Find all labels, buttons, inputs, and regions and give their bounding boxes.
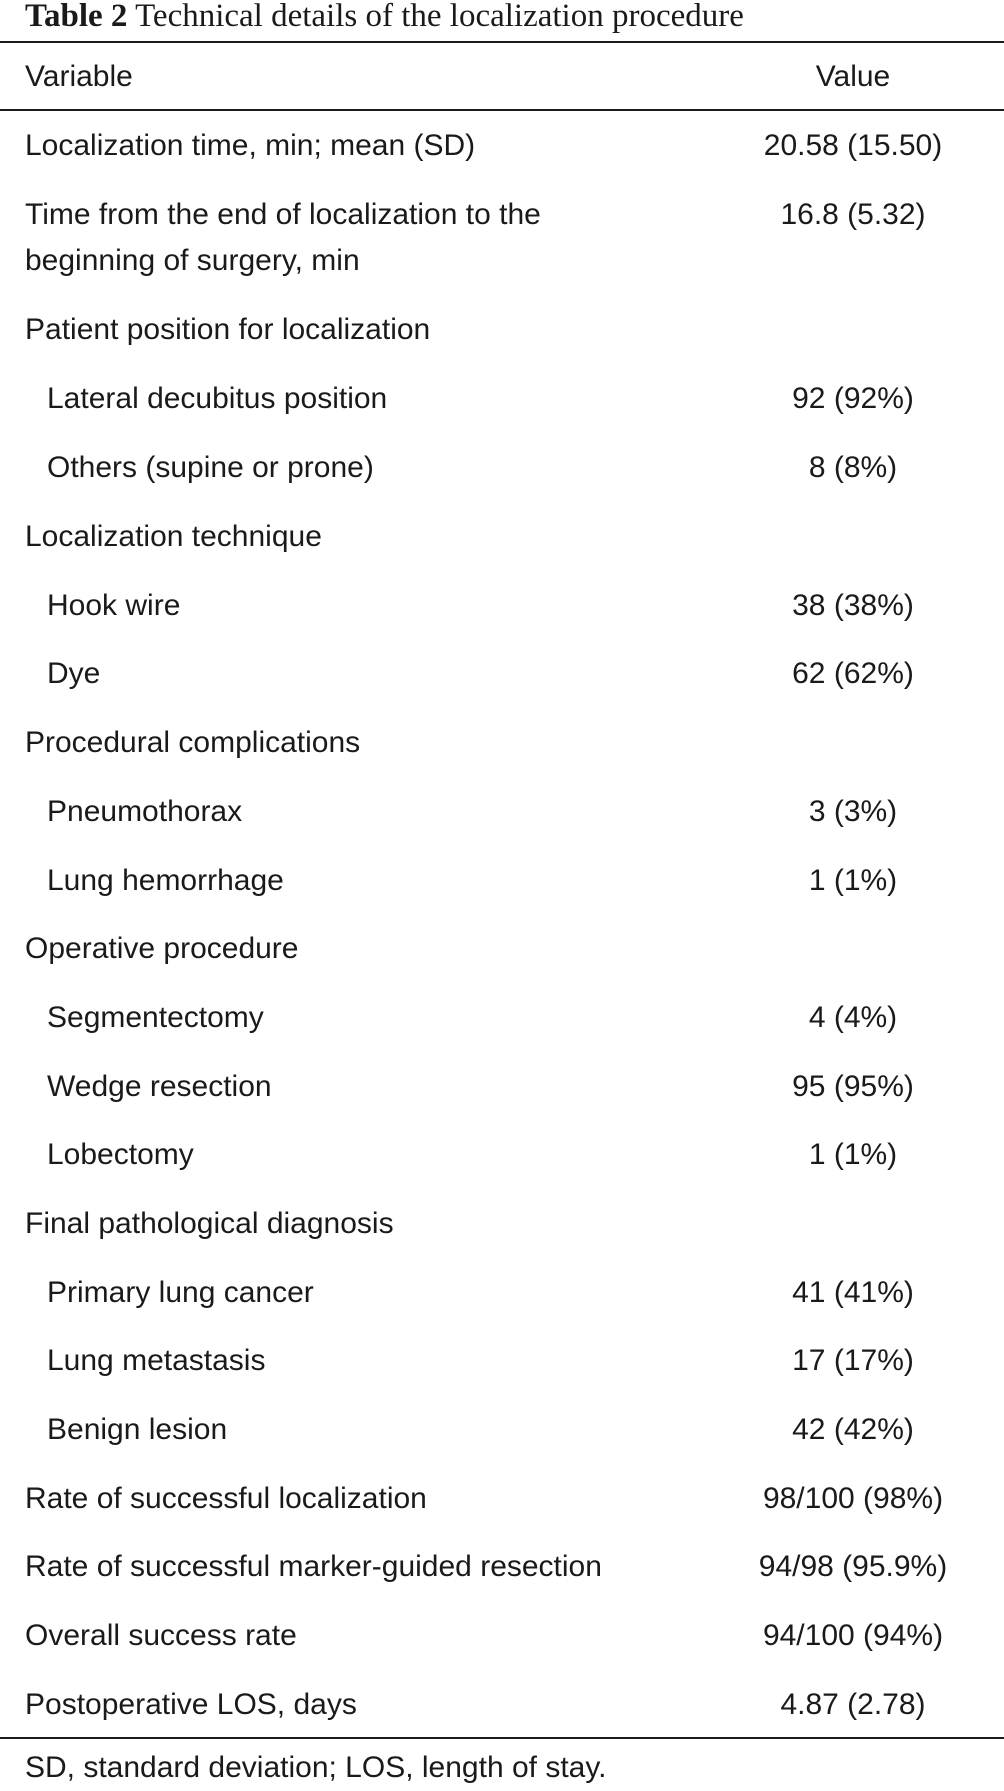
row-label-lateral-decubitus: Lateral decubitus position: [47, 382, 388, 415]
row-value-marker-guided-resection: 94/98 (95.9%): [758, 1550, 948, 1583]
row-label-successful-localization: Rate of successful localization: [25, 1482, 427, 1515]
row-value-lung-hemorrhage: 1 (1%): [808, 864, 898, 897]
row-label-hook-wire: Hook wire: [47, 589, 181, 622]
row-label-lobectomy: Lobectomy: [47, 1138, 194, 1171]
row-label-time-to-surgery-line1: Time from the end of localization to the: [25, 198, 541, 231]
row-label-wedge-resection: Wedge resection: [47, 1070, 272, 1103]
row-label-localization-technique: Localization technique: [25, 520, 322, 553]
row-value-pneumothorax: 3 (3%): [808, 795, 898, 828]
row-label-lung-metastasis: Lung metastasis: [47, 1344, 266, 1377]
row-label-postoperative-los: Postoperative LOS, days: [25, 1688, 357, 1721]
column-header-value: Value: [815, 60, 891, 93]
table-caption-label: Table 2: [25, 0, 128, 34]
row-value-localization-time: 20.58 (15.50): [763, 129, 943, 162]
row-value-wedge-resection: 95 (95%): [792, 1070, 914, 1103]
table-caption-text: Technical details of the localization procedure: [135, 0, 744, 34]
row-label-lung-hemorrhage: Lung hemorrhage: [47, 864, 284, 897]
row-label-benign-lesion: Benign lesion: [47, 1413, 228, 1446]
table-footnote: SD, standard deviation; LOS, length of stay.: [25, 1751, 607, 1784]
table-caption: [25, 0, 744, 36]
row-label-marker-guided-resection: Rate of successful marker-guided resection: [25, 1550, 602, 1583]
row-value-lung-metastasis: 17 (17%): [792, 1344, 914, 1377]
row-label-final-diagnosis: Final pathological diagnosis: [25, 1207, 394, 1240]
row-label-time-to-surgery-line2: beginning of surgery, min: [25, 244, 360, 277]
row-label-others-position: Others (supine or prone): [47, 451, 374, 484]
row-label-procedural-complications: Procedural complications: [25, 726, 361, 759]
header-rule: [0, 109, 1004, 111]
row-value-hook-wire: 38 (38%): [792, 589, 914, 622]
row-value-benign-lesion: 42 (42%): [792, 1413, 914, 1446]
row-label-operative-procedure: Operative procedure: [25, 932, 299, 965]
top-rule: [0, 41, 1004, 43]
row-label-patient-position: Patient position for localization: [25, 313, 431, 346]
row-value-successful-localization: 98/100 (98%): [762, 1482, 944, 1515]
bottom-rule: [0, 1737, 1004, 1739]
row-value-time-to-surgery: 16.8 (5.32): [780, 198, 926, 231]
row-value-lateral-decubitus: 92 (92%): [792, 382, 914, 415]
row-label-overall-success: Overall success rate: [25, 1619, 297, 1652]
row-label-localization-time: Localization time, min; mean (SD): [25, 129, 476, 162]
row-value-primary-lung-cancer: 41 (41%): [792, 1276, 914, 1309]
row-value-segmentectomy: 4 (4%): [808, 1001, 898, 1034]
row-label-segmentectomy: Segmentectomy: [47, 1001, 264, 1034]
row-label-primary-lung-cancer: Primary lung cancer: [47, 1276, 314, 1309]
row-value-others-position: 8 (8%): [808, 451, 898, 484]
row-label-dye: Dye: [47, 657, 101, 690]
row-value-dye: 62 (62%): [792, 657, 914, 690]
row-value-postoperative-los: 4.87 (2.78): [780, 1688, 926, 1721]
row-value-overall-success: 94/100 (94%): [762, 1619, 944, 1652]
row-value-lobectomy: 1 (1%): [808, 1138, 898, 1171]
column-header-variable: Variable: [25, 60, 133, 93]
row-label-pneumothorax: Pneumothorax: [47, 795, 243, 828]
